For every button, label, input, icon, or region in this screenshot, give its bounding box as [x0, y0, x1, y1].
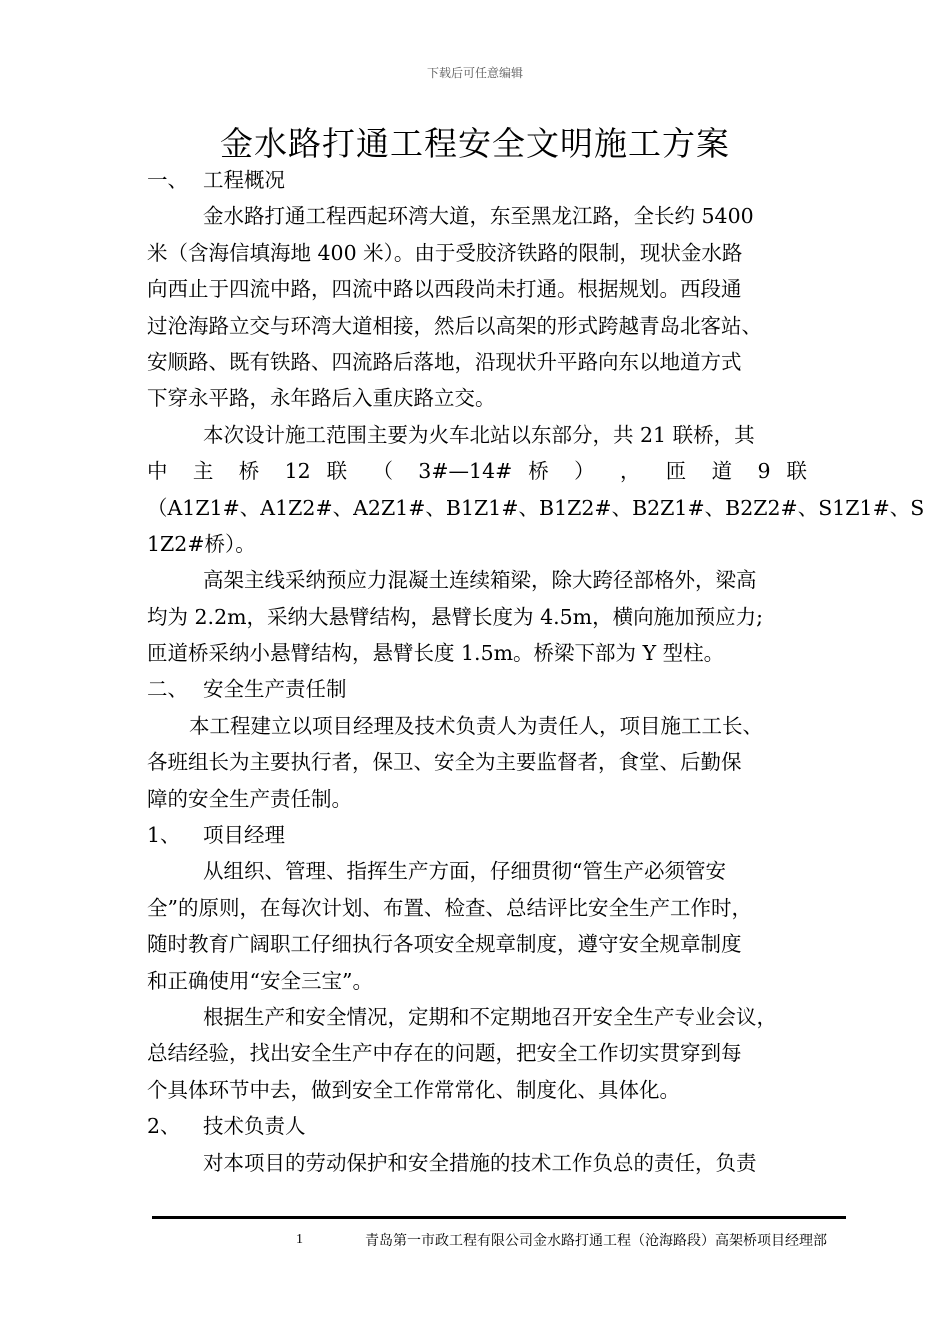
paragraph-line: 根据生产和安全情况，定期和不定期地召开安全生产专业会议，	[203, 1004, 777, 1029]
section-heading	[147, 1108, 807, 1144]
paragraph-line: 1Z2#桥）。	[147, 531, 256, 556]
section-number: 二、	[147, 677, 188, 702]
header-note: 下载后可任意编辑	[426, 66, 523, 80]
page-number: 1	[296, 1232, 303, 1247]
footer-divider	[152, 1216, 846, 1219]
paragraph-line: 和正确使用“安全三宝”。	[147, 968, 373, 993]
paragraph-line: 向西止于四流中路，四流中路以西段尚未打通。根据规划。西段通	[147, 277, 742, 302]
paragraph-line: 米（含海信填海地 400 米）。由于受胶济铁路的限制，现状金水路	[147, 240, 743, 265]
paragraph-line: 从组织、管理、指挥生产方面，仔细贯彻“管生产必须管安	[203, 859, 726, 884]
paragraph-line: 障的安全生产责任制。	[147, 786, 352, 811]
paragraph-line: 本次设计施工范围主要为火车北站以东部分，共 21 联桥，其	[203, 422, 755, 447]
paragraph-line: 个具体环节中去，做到安全工作常常化、制度化、具体化。	[147, 1077, 680, 1102]
document-title: 金水路打通工程安全文明施工方案	[220, 124, 730, 163]
section-title: 技术负责人	[203, 1114, 306, 1139]
paragraph-line: 对本项目的劳动保护和安全措施的技术工作负总的责任，负责	[203, 1150, 757, 1175]
footer-organization: 青岛第一市政工程有限公司金水路打通工程（沧海路段）高架桥项目经理部	[365, 1233, 827, 1249]
paragraph-line: 均为 2.2m，采纳大悬臂结构，悬臂长度为 4.5m，横向施加预应力;	[147, 604, 764, 629]
paragraph-line: 金水路打通工程西起环湾大道，东至黑龙江路，全长约 5400	[203, 204, 754, 229]
paragraph-line: 下穿永平路，永年路后入重庆路立交。	[147, 386, 496, 411]
section-number: 2、	[147, 1114, 181, 1139]
section-title: 项目经理	[203, 823, 285, 848]
paragraph-line: 总结经验，找出安全生产中存在的问题，把安全工作切实贯穿到每	[147, 1041, 742, 1066]
paragraph-line: （A1Z1#、A1Z2#、A2Z1#、B1Z1#、B1Z2#、B2Z1#、B2Z2#、S1Z1#、S	[147, 495, 925, 520]
section-number: 1、	[147, 823, 181, 848]
paragraph-line: 过沧海路立交与环湾大道相接，然后以高架的形式跨越青岛北客站、	[147, 313, 762, 338]
paragraph-line: 随时教育广阔职工仔细执行各项安全规章制度，遵守安全规章制度	[147, 932, 742, 957]
section-title: 工程概况	[203, 168, 285, 192]
section-heading	[147, 671, 807, 707]
paragraph-line: 本工程建立以项目经理及技术负责人为责任人，项目施工工长、	[189, 713, 763, 738]
paragraph-line: 高架主线采纳预应力混凝土连续箱梁，除大跨径部格外，梁高	[203, 568, 757, 593]
section-heading	[147, 817, 807, 853]
document-body	[147, 162, 925, 1181]
section-heading	[147, 162, 807, 198]
paragraph-line: 匝道桥采纳小悬臂结构，悬臂长度 1.5m。桥梁下部为 Y 型柱。	[147, 641, 725, 666]
paragraph-line: 全”的原则，在每次计划、布置、检查、总结评比安全生产工作时，	[147, 895, 752, 920]
paragraph-line: 各班组长为主要执行者，保卫、安全为主要监督者，食堂、后勤保	[147, 750, 742, 775]
section-title: 安全生产责任制	[203, 677, 347, 702]
section-number: 一、	[147, 168, 188, 192]
paragraph-line: 安顺路、既有铁路、四流路后落地，沿现状升平路向东以地道方式	[147, 349, 742, 374]
paragraph-line: 中 主 桥 12 联 （ 3#—14# 桥 ） ， 匝 道 9 联	[147, 459, 807, 484]
